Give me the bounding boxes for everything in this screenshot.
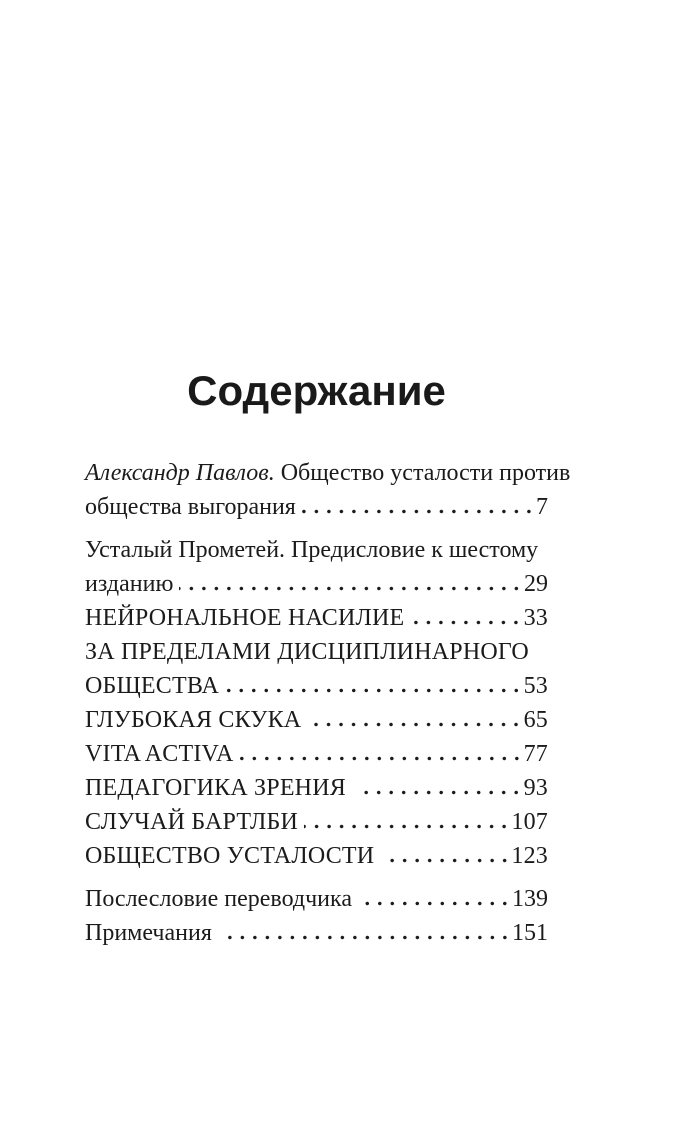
dot-leader — [225, 688, 523, 693]
toc-line — [85, 703, 548, 737]
toc-line — [85, 533, 548, 567]
dot-leader — [240, 756, 523, 761]
dot-leader — [307, 722, 522, 727]
toc-line — [85, 882, 548, 916]
toc-line — [85, 490, 548, 524]
toc-entry-text: Александр Павлов. — [85, 460, 275, 486]
toc-page-number: 29 — [524, 571, 548, 597]
toc-entry — [85, 882, 548, 916]
toc-page-number: 53 — [523, 673, 548, 699]
dot-leader — [224, 935, 511, 940]
toc-entry — [85, 703, 548, 737]
toc-page-number: 107 — [511, 809, 548, 835]
dot-leader — [364, 901, 511, 906]
toc-page-number: 7 — [536, 494, 548, 520]
toc-line — [85, 669, 548, 703]
toc-entry — [85, 771, 548, 805]
toc-entry-text: НЕЙРОНАЛЬНОЕ НАСИЛИЕ — [85, 605, 405, 631]
toc-entry — [85, 805, 548, 839]
table-of-contents — [85, 456, 571, 950]
toc-entry-text: Усталый Прометей. Предисловие к шестому — [85, 537, 539, 563]
toc-page-number: 93 — [523, 775, 548, 801]
toc-page-number: 151 — [512, 920, 548, 946]
toc-line — [85, 601, 548, 635]
toc-line — [85, 916, 548, 950]
dot-leader — [410, 620, 522, 625]
toc-entry — [85, 533, 548, 601]
toc-page-number: 139 — [512, 886, 548, 912]
toc-entry-text: ПЕДАГОГИКА ЗРЕНИЯ — [85, 775, 353, 801]
toc-line — [85, 839, 548, 873]
toc-entry-text: Примечания — [85, 920, 218, 946]
toc-entry-text: VITA ACTIVA — [85, 741, 234, 767]
toc-entry — [85, 601, 548, 635]
toc-page-number: 65 — [523, 707, 548, 733]
toc-line — [85, 771, 548, 805]
dot-leader — [358, 790, 522, 795]
toc-entry-text: ОБЩЕСТВО УСТАЛОСТИ — [85, 843, 381, 869]
toc-entry-text: СЛУЧАЙ БАРТЛБИ — [85, 809, 299, 835]
dot-leader — [302, 509, 535, 514]
toc-entry-text: ЗА ПРЕДЕЛАМИ ДИСЦИПЛИНАРНОГО — [85, 639, 529, 665]
toc-entry-text: изданию — [85, 571, 174, 597]
toc-entry — [85, 916, 548, 950]
toc-entry-text: Послесловие переводчика — [85, 886, 358, 912]
text-block — [85, 0, 571, 950]
toc-entry — [85, 456, 571, 524]
dot-leader — [179, 586, 523, 591]
toc-page-number: 33 — [523, 605, 548, 631]
toc-page-number: 123 — [511, 843, 548, 869]
toc-line — [85, 805, 548, 839]
toc-entry — [85, 737, 548, 771]
toc-line — [85, 737, 548, 771]
toc-entry-text: ГЛУБОКАЯ СКУКА — [85, 707, 302, 733]
toc-entry — [85, 635, 548, 703]
toc-entry-text: Общество усталости против — [274, 460, 571, 486]
toc-entry-text: ОБЩЕСТВА — [85, 673, 220, 699]
toc-line — [85, 635, 548, 669]
dot-leader — [304, 824, 510, 829]
toc-page-number: 77 — [523, 741, 548, 767]
toc-line — [85, 567, 548, 601]
toc-entry-text: общества выгорания — [85, 494, 296, 520]
toc-entry — [85, 839, 548, 873]
dot-leader — [387, 858, 511, 863]
toc-line — [85, 456, 571, 490]
page-title: Содержание — [187, 367, 446, 414]
